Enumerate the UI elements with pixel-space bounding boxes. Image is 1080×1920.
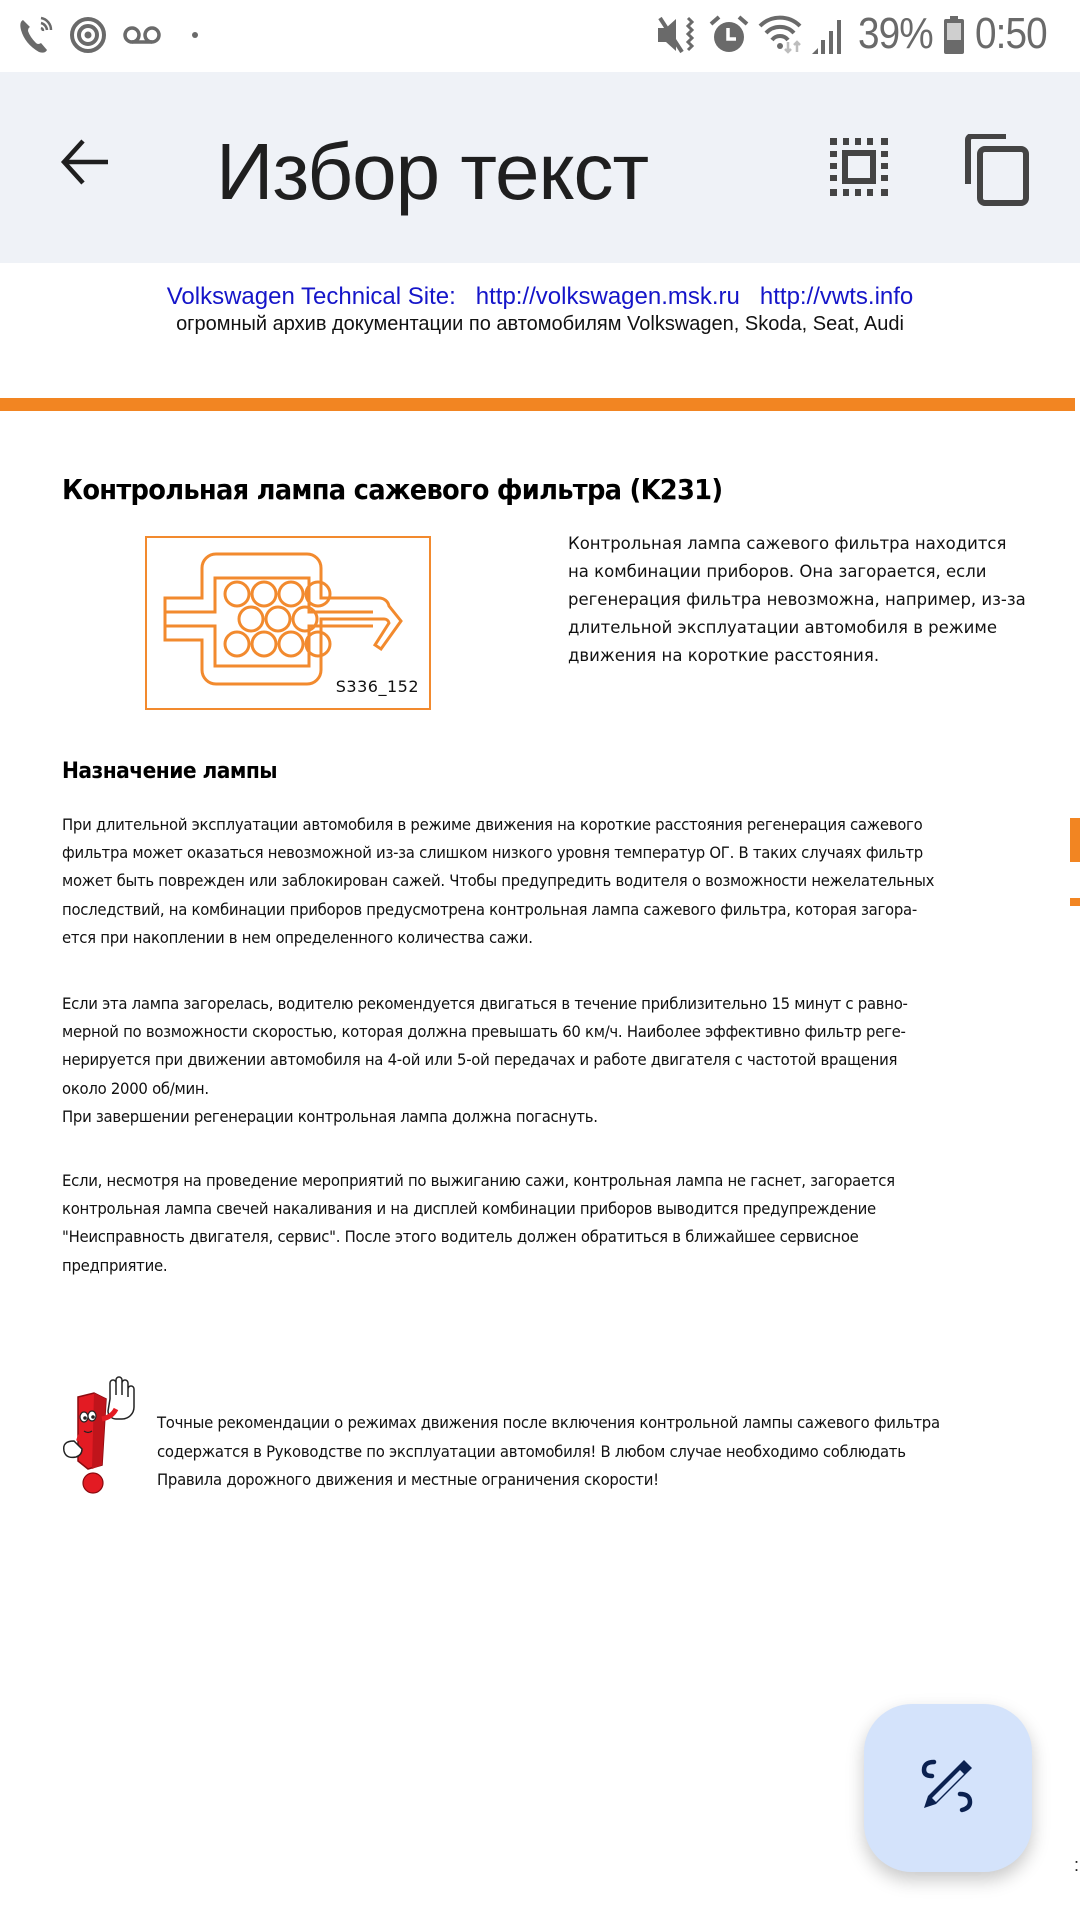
text-line: длительной эксплуатации автомобиля в режиме [568, 618, 997, 637]
section-heading: Контрольная лампа сажевого фильтра (K231) [62, 473, 723, 506]
site-header-subtitle: огромный архив документации по автомобилям Volkswagen, Skoda, Seat, Audi [176, 313, 904, 335]
text-line: контрольная лампа свечей накаливания и на дисплей комбинации приборов выводится предупреждение [62, 1199, 876, 1219]
back-button[interactable] [50, 127, 120, 197]
text-line: Точные рекомендации о режимах движения после включения контрольной лампы сажевого фильтра [157, 1413, 940, 1432]
text-line: Если эта лампа загорелась, водителю рекомендуется двигаться в течение приблизительно 15 минут с равно- [62, 994, 908, 1013]
edge-fragment: : [1074, 1855, 1080, 1875]
warning-exclamation-mascot-icon [60, 1375, 140, 1495]
text-line: Если, несмотря на проведение мероприятий по выжиганию сажи, контрольная лампа не гаснет, загорается [62, 1171, 895, 1190]
orange-divider [0, 398, 1075, 411]
text-line: регенерация фильтра невозможна, например, из-за [568, 590, 1026, 609]
dot-icon [190, 14, 200, 56]
page-edge-mark [1070, 898, 1080, 906]
text-line: Правила дорожного движения и местные ограничения скорости! [157, 1470, 659, 1489]
document-page [0, 263, 1080, 1920]
paragraph-3 [62, 1167, 1022, 1280]
rec-icon [68, 14, 108, 56]
app-title: Избор текст [216, 127, 649, 216]
figure-description [568, 530, 1038, 670]
wifi-icon [758, 14, 806, 56]
text-line: При завершении регенерации контрольная лампа должна погаснуть. [62, 1106, 598, 1126]
text-line: последствий, на комбинации приборов предусмотрена контрольная лампа сажевого фильтра, которая загора- [62, 899, 917, 919]
status-bar [0, 0, 1080, 72]
vibrate-mute-icon [656, 14, 700, 56]
battery-icon [943, 14, 965, 56]
text-line: на комбинации приборов. Она загорается, если [568, 562, 987, 581]
text-line: фильтра может оказаться невозможной из-за слишком низкого уровня температур ОГ. В таких случаях фильтр [62, 843, 923, 863]
app-bar [0, 72, 1080, 263]
text-line: нерируется при движении автомобиля на 4-ой или 5-ой передачах и работе двигателя с частотой вращения [62, 1050, 898, 1070]
text-line: содержатся в Руководстве по эксплуатации автомобиля! В любом случае необходимо соблюдать [157, 1441, 906, 1461]
select-all-button[interactable] [826, 134, 892, 200]
page-edge-mark [1070, 818, 1080, 862]
figure-caption: S336_152 [335, 677, 419, 696]
copy-button[interactable] [962, 134, 1032, 206]
clock: 0:50 [975, 9, 1047, 58]
arrow-back-icon [60, 137, 110, 187]
paragraph-1 [62, 811, 1022, 952]
text-line: ется при накоплении в нем определенного количества сажи. [62, 927, 533, 947]
paragraph-2 [62, 990, 1022, 1131]
wifi-calling-icon [14, 14, 60, 56]
text-line: может быть поврежден или заблокирован сажей. Чтобы предупредить водителя о возможности нежелательных [62, 871, 935, 891]
text-line: "Неисправность двигателя, сервис". После этого водитель должен обратиться в ближайшее сервисное [62, 1227, 859, 1247]
signal-icon [810, 14, 846, 56]
text-line: около 2000 об/мин. [62, 1078, 209, 1098]
select-all-icon [826, 134, 892, 200]
text-line: При длительной эксплуатации автомобиля в режиме движения на короткие расстояния регенерация сажевого [62, 815, 923, 834]
text-line: движения на короткие расстояния. [568, 646, 880, 665]
text-line: предприятие. [62, 1255, 168, 1275]
text-line: мерной по возможности скоростью, которая должна превышать 60 км/ч. Наиболее эффективно фильтр реге- [62, 1022, 906, 1042]
battery-percent: 39% [858, 9, 933, 58]
site-header-links[interactable]: Volkswagen Technical Site: http://volkswagen.msk.ru http://vwts.info [166, 283, 914, 310]
draw-fab-button[interactable] [864, 1704, 1032, 1872]
draw-pencil-icon [916, 1756, 980, 1820]
voicemail-icon [122, 14, 162, 56]
text-line: Контрольная лампа сажевого фильтра находится [568, 534, 1007, 553]
note-text [157, 1409, 1037, 1495]
figure-soot-filter [145, 536, 431, 710]
copy-icon [962, 134, 1032, 206]
alarm-icon [708, 14, 750, 56]
subsection-heading: Назначение лампы [62, 759, 278, 784]
